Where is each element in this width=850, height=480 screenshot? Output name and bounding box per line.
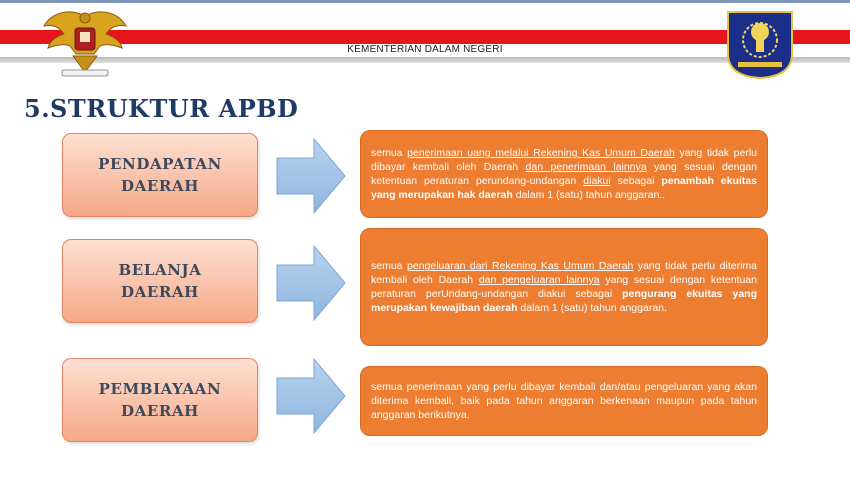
desc-segment: yang tidak perlu dibayar kembali oleh Daerah [371, 147, 757, 173]
top-border-line [0, 0, 850, 3]
desc-segment: dalam 1 (satu) tahun anggaran. [517, 302, 667, 314]
kemendagri-logo-icon [726, 10, 794, 80]
desc-text [371, 259, 757, 315]
right-arrow-icon [276, 358, 346, 434]
label-text: PEMBIAYAAN DAERAH [98, 380, 222, 420]
desc-segment: sebagai [610, 175, 662, 187]
desc-text [371, 380, 757, 422]
label-pembiayaan-daerah [62, 358, 258, 442]
garuda-emblem-icon [40, 6, 130, 78]
desc-pembiayaan-daerah [360, 366, 768, 436]
desc-segment: yang sesuai dengan ketentuan peraturan perUndang-undangan diakui sebagai [371, 274, 757, 300]
desc-segment: semua [371, 147, 408, 159]
desc-segment: penerimaan uang melalui Rekening Kas Umum Daerah [407, 147, 675, 159]
page-title: 5.STRUKTUR APBD [24, 94, 299, 123]
desc-belanja-daerah [360, 228, 768, 346]
desc-segment: dan pengeluaran lainnya [478, 274, 600, 286]
label-text: BELANJA DAERAH [118, 261, 202, 301]
desc-segment: dan penerimaan lainnya [525, 161, 647, 173]
desc-segment: diakui [583, 175, 611, 187]
ministry-name: KEMENTERIAN DALAM NEGERI [347, 44, 503, 55]
desc-segment: penambah ekuitas yang merupakan hak daerah [371, 175, 757, 201]
label-pendapatan-daerah [62, 133, 258, 217]
desc-segment: dalam 1 (satu) tahun anggaran.. [512, 189, 666, 201]
desc-segment: pengeluaran dari Rekening Kas Umum Daerah [407, 260, 634, 272]
desc-segment: pengurang ekuitas yang merupakan kewajiban daerah [371, 288, 757, 314]
desc-segment: yang tidak perlu diterima kembali oleh Daerah [371, 260, 758, 286]
label-belanja-daerah [62, 239, 258, 323]
label-text: PENDAPATAN DAERAH [98, 155, 222, 195]
right-arrow-icon [276, 138, 346, 214]
desc-pendapatan-daerah [360, 130, 768, 218]
right-arrow-icon [276, 245, 346, 321]
desc-text [371, 146, 757, 202]
desc-segment: semua penerimaan yang perlu dibayar kembali dan/atau pengeluaran yang akan diterima kembali, baik pada tahun anggaran berkenaan maupun pada tahun anggaran berikutnya. [371, 381, 757, 421]
desc-segment: semua [371, 260, 408, 272]
desc-segment: yang sesuai dengan ketentuan peraturan perundang-undangan [371, 161, 757, 187]
